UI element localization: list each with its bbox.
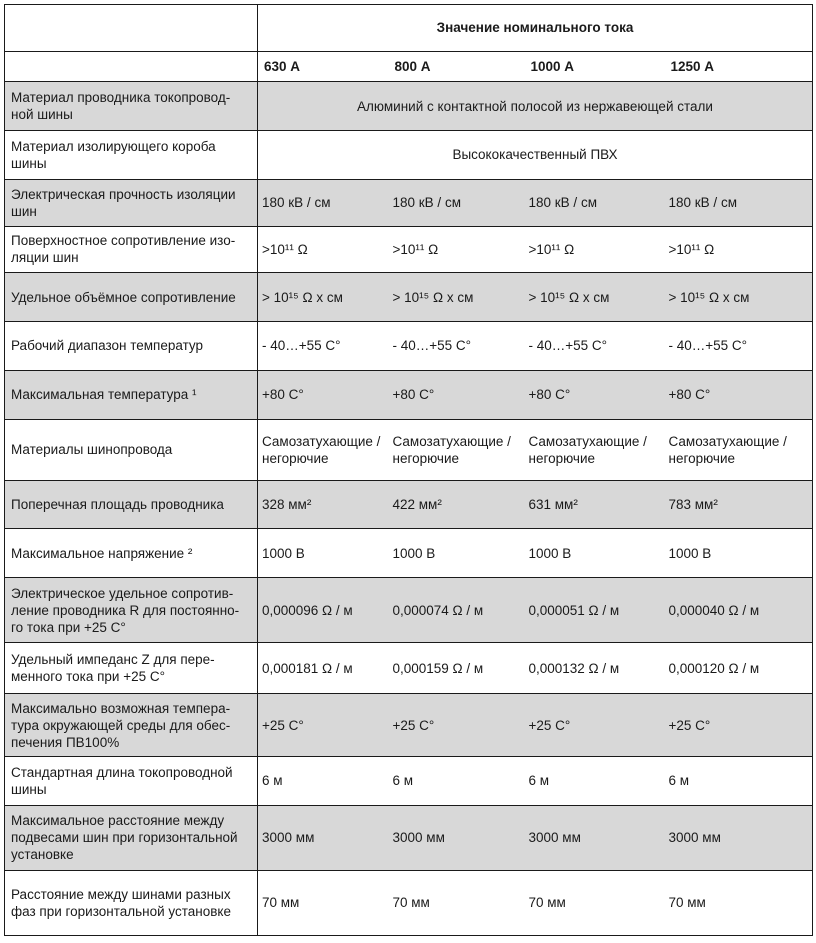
- row-value: - 40…+55 C°: [258, 322, 389, 371]
- row-value: 3000 мм: [389, 805, 525, 870]
- table-row: [5, 131, 813, 180]
- header-empty-cell: [5, 5, 258, 52]
- row-value: 180 кВ / см: [525, 179, 665, 226]
- header-current-1000: 1000 А: [525, 51, 665, 81]
- table-row: [5, 419, 813, 480]
- table-row: [5, 480, 813, 529]
- header-label-cell: [5, 51, 258, 81]
- table-row: [5, 578, 813, 643]
- row-span-value: Алюминий с контактной полосой из нержавеющей стали: [258, 82, 813, 131]
- row-value: 180 кВ / см: [258, 179, 389, 226]
- row-value: +80 C°: [258, 370, 389, 419]
- table-row: [5, 179, 813, 226]
- row-value: 422 мм²: [389, 480, 525, 529]
- row-label: Электрическая прочность изоляции шин: [5, 179, 258, 226]
- row-value: - 40…+55 C°: [525, 322, 665, 371]
- row-value: +80 C°: [525, 370, 665, 419]
- row-value: > 10¹⁵ Ω x см: [525, 273, 665, 322]
- row-value: 1000 В: [525, 529, 665, 578]
- row-value: 3000 мм: [258, 805, 389, 870]
- row-value: 70 мм: [525, 870, 665, 935]
- header-current-1250: 1250 А: [665, 51, 813, 81]
- row-value: >10¹¹ Ω: [525, 226, 665, 273]
- row-value: 3000 мм: [525, 805, 665, 870]
- row-label: Поперечная площадь проводника: [5, 480, 258, 529]
- row-label: Поверхностное сопротивление изо-ляции шин: [5, 226, 258, 273]
- table-row: [5, 643, 813, 694]
- row-value: 1000 В: [665, 529, 813, 578]
- row-value: 328 мм²: [258, 480, 389, 529]
- row-value: 0,000120 Ω / м: [665, 643, 813, 694]
- row-value: 0,000181 Ω / м: [258, 643, 389, 694]
- row-value: >10¹¹ Ω: [389, 226, 525, 273]
- row-label: Максимально возможная темпера-тура окружающей среды для обес-печения ПВ100%: [5, 694, 258, 757]
- row-value: 1000 В: [258, 529, 389, 578]
- row-value: - 40…+55 C°: [665, 322, 813, 371]
- row-label: Расстояние между шинами разных фаз при горизонтальной установке: [5, 870, 258, 935]
- row-value: Самозатухающие / негорючие: [389, 419, 525, 480]
- row-value: > 10¹⁵ Ω x см: [389, 273, 525, 322]
- row-label: Максимальное расстояние между подвесами шин при горизонтальной установке: [5, 805, 258, 870]
- row-value: 70 мм: [258, 870, 389, 935]
- row-label: Удельный импеданс Z для пере-менного тока при +25 C°: [5, 643, 258, 694]
- table-row: [5, 870, 813, 935]
- row-value: 1000 В: [389, 529, 525, 578]
- row-value: 783 мм²: [665, 480, 813, 529]
- row-value: 6 м: [525, 757, 665, 806]
- row-value: +25 C°: [258, 694, 389, 757]
- row-value: >10¹¹ Ω: [258, 226, 389, 273]
- row-value: 180 кВ / см: [389, 179, 525, 226]
- table-row: [5, 273, 813, 322]
- row-label: Максимальная температура ¹: [5, 370, 258, 419]
- table-row: [5, 694, 813, 757]
- table-row: [5, 82, 813, 131]
- row-value: 3000 мм: [665, 805, 813, 870]
- row-value: 6 м: [258, 757, 389, 806]
- row-value: +80 C°: [389, 370, 525, 419]
- row-value: Самозатухающие / негорючие: [258, 419, 389, 480]
- row-value: Самозатухающие / негорючие: [665, 419, 813, 480]
- table-row: [5, 370, 813, 419]
- row-span-value: Высококачественный ПВХ: [258, 131, 813, 180]
- row-value: 70 мм: [665, 870, 813, 935]
- row-value: 631 мм²: [525, 480, 665, 529]
- row-value: - 40…+55 C°: [389, 322, 525, 371]
- row-value: 6 м: [665, 757, 813, 806]
- row-label: Материалы шинопровода: [5, 419, 258, 480]
- row-value: 0,000040 Ω / м: [665, 578, 813, 643]
- header-current-630: 630 А: [258, 51, 389, 81]
- row-value: +25 C°: [665, 694, 813, 757]
- header-title: Значение номинального тока: [258, 5, 813, 52]
- row-value: > 10¹⁵ Ω x см: [665, 273, 813, 322]
- row-label: Удельное объёмное сопротивление: [5, 273, 258, 322]
- row-value: +25 C°: [525, 694, 665, 757]
- spec-table: [4, 4, 813, 936]
- row-label: Материал проводника токопровод-ной шины: [5, 82, 258, 131]
- row-value: +25 C°: [389, 694, 525, 757]
- row-value: 0,000132 Ω / м: [525, 643, 665, 694]
- row-value: >10¹¹ Ω: [665, 226, 813, 273]
- table-row: [5, 757, 813, 806]
- row-value: > 10¹⁵ Ω x см: [258, 273, 389, 322]
- row-label: Рабочий диапазон температур: [5, 322, 258, 371]
- row-value: 0,000074 Ω / м: [389, 578, 525, 643]
- table-row: [5, 529, 813, 578]
- row-value: +80 C°: [665, 370, 813, 419]
- table-row: [5, 322, 813, 371]
- row-value: 0,000051 Ω / м: [525, 578, 665, 643]
- table-row: [5, 226, 813, 273]
- row-value: Самозатухающие / негорючие: [525, 419, 665, 480]
- row-value: 0,000096 Ω / м: [258, 578, 389, 643]
- row-label: Электрическое удельное сопротив-ление проводника R для постоянно-го тока при +25 C°: [5, 578, 258, 643]
- row-value: 70 мм: [389, 870, 525, 935]
- table-row: [5, 805, 813, 870]
- row-value: 6 м: [389, 757, 525, 806]
- row-label: Максимальное напряжение ²: [5, 529, 258, 578]
- row-label: Материал изолирующего короба шины: [5, 131, 258, 180]
- row-value: 0,000159 Ω / м: [389, 643, 525, 694]
- row-label: Стандартная длина токопроводной шины: [5, 757, 258, 806]
- header-current-800: 800 А: [389, 51, 525, 81]
- row-value: 180 кВ / см: [665, 179, 813, 226]
